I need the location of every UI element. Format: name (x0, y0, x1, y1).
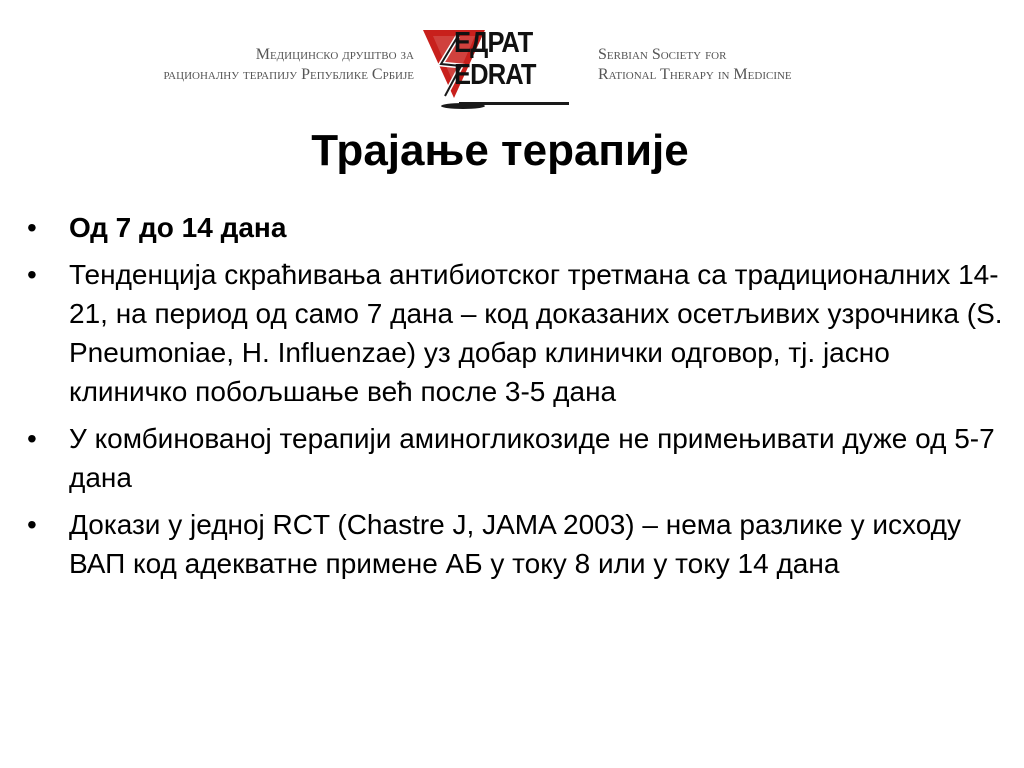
org-name-english-line1: Serbian Society for (598, 46, 727, 63)
bullet-text: Тенденција скраћивања антибиотског третмана са традиционалних 14-21, на период од само 7 дана – код доказаних осетљивих узрочника (S. Pneumoniae, H. Influenzae) уз добар клинички одговор, тј. јасно клиничко побољшање већ после 3-5 дана (69, 259, 1003, 407)
org-name-serbian (163, 45, 414, 85)
bullet-item (26, 208, 1006, 247)
bullet-list (26, 208, 1006, 591)
header (0, 0, 1024, 115)
logo-text-line1: ЕДРАТ (454, 27, 533, 59)
org-name-english-line2: Rational Therapy in Medicine (598, 66, 792, 83)
logo-text-line2: EDRAT (454, 59, 536, 91)
org-name-serbian-line1: Медицинско друштво за (255, 46, 414, 63)
bullet-dot-icon: • (27, 212, 37, 243)
bullet-text: У комбинованој терапији аминогликозиде не примењивати дуже од 5-7 дана (69, 423, 995, 493)
bullet-text: Од 7 до 14 дана (69, 212, 287, 243)
slide-title: Трајање терапије (311, 126, 689, 175)
bullet-text: Докази у једној RCT (Chastre J, JAMA 2003) – нема разлике у исходу ВАП код адекватне примене АБ у току 8 или у току 14 дана (69, 509, 962, 579)
bullet-item (26, 505, 1006, 583)
org-name-english (598, 45, 792, 85)
bullet-dot-icon: • (27, 509, 37, 540)
bullet-dot-icon: • (27, 259, 37, 290)
bullet-item (26, 255, 1006, 411)
bullet-item (26, 419, 1006, 497)
org-name-serbian-line2: рационалну терапију Републике Србије (163, 66, 414, 83)
bullet-dot-icon: • (27, 423, 37, 454)
medrat-logo (423, 26, 575, 112)
